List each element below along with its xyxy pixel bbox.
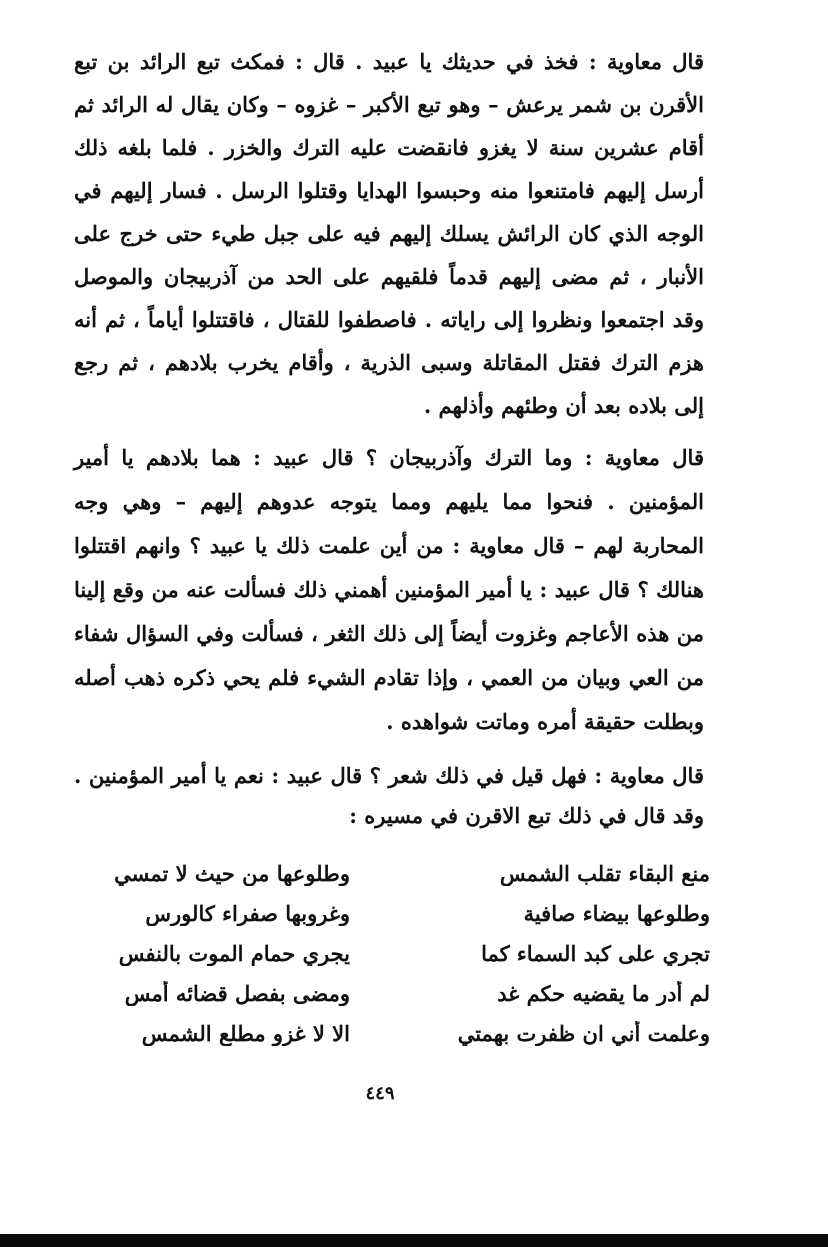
poem-verse-second-half: يجري حمام الموت بالنفس — [118, 940, 350, 966]
poem-verse-first-half: تجري على كبد السماء كما — [481, 940, 710, 966]
poem-verse — [60, 973, 710, 1013]
poem-verse-second-half: الا لا غزو مطلع الشمس — [141, 1020, 350, 1046]
paragraph-muawiya-first: قال معاوية : فخذ في حديثك يا عبيد . قال : فمكث تبع الرائد بن تبع الأقرن بن شمر يرعش – وهو تبع الأكبر – غزوه – وكان يقال له الرائد ثم أقام عشرين سنة لا يغزو فانقضت عليه الترك والخزر . فلما بلغه ذلك أرسل إليهم فامتنعوا منه وحبسوا الهدايا وقتلوا الرسل . فسار إليهم في الوجه الذي كان الرائش يسلك إليهم فيه على جبل طيء حتى خرج على الأنبار ، ثم مضى إليهم قدماً فلقيهم على الحد من آذربيجان والموصل وقد اجتمعوا ونظروا إلى راياته . فاصطفوا للقتال ، فاقتتلوا أياماً ، ثم أنه هزم الترك فقتل المقاتلة وسبى الذرية ، وأقام يخرب بلادهم ، ثم رجع إلى بلاده بعد أن وطئهم وأذلهم . — [74, 49, 704, 418]
bottom-edge-bar — [0, 1234, 828, 1247]
poem-verse-first-half: منع البقاء تقلب الشمس — [499, 860, 710, 886]
poem-verse — [60, 933, 710, 973]
poem-verse-second-half: وغروبها صفراء كالورس — [145, 900, 350, 926]
poem-verse — [60, 853, 710, 893]
poem-verse-second-half: وطلوعها من حيث لا تمسي — [114, 860, 350, 886]
poem-verse-first-half: لم أدر ما يقضيه حكم غد — [497, 980, 710, 1006]
poem-verse-first-half: وطلوعها بيضاء صافية — [523, 900, 710, 926]
paragraph-turk-azerbaijan: قال معاوية : وما الترك وآذربيجان ؟ قال عبيد : هما بلادهم يا أمير المؤمنين . فنحوا مما يليهم ومما يتوجه عدوهم إليهم – وهي وجه المحاربة لهم – قال معاوية : من أين علمت ذلك يا عبيد ؟ وانهم اقتتلوا هنالك ؟ قال عبيد : يا أمير المؤمنين أهمني ذلك فسألت عنه من وقع إلينا من هذه الأعاجم وغزوت أيضاً إلى ذلك الثغر ، فسألت وفي السؤال شفاء من العي وبيان من العمي ، وإذا تقادم الشيء فلم يحي ذكره ذهب أصله وبطلت حقيقة أمره وماتت شواهده . — [74, 445, 704, 734]
poem-verse — [60, 1013, 710, 1053]
poem — [60, 853, 710, 1053]
page-number: ٤٤٩ — [365, 1083, 395, 1104]
poem-verse — [60, 893, 710, 933]
poem-verse-second-half: ومضى بفصل قضائه أمس — [124, 980, 350, 1006]
poem-verse-first-half: وعلمت أني ان ظفرت بهمتي — [457, 1020, 710, 1046]
paragraph-poetry-question: قال معاوية : فهل قيل في ذلك شعر ؟ قال عبيد : نعم يا أمير المؤمنين . وقد قال في ذلك تبع الاقرن في مسيره : — [74, 763, 704, 828]
